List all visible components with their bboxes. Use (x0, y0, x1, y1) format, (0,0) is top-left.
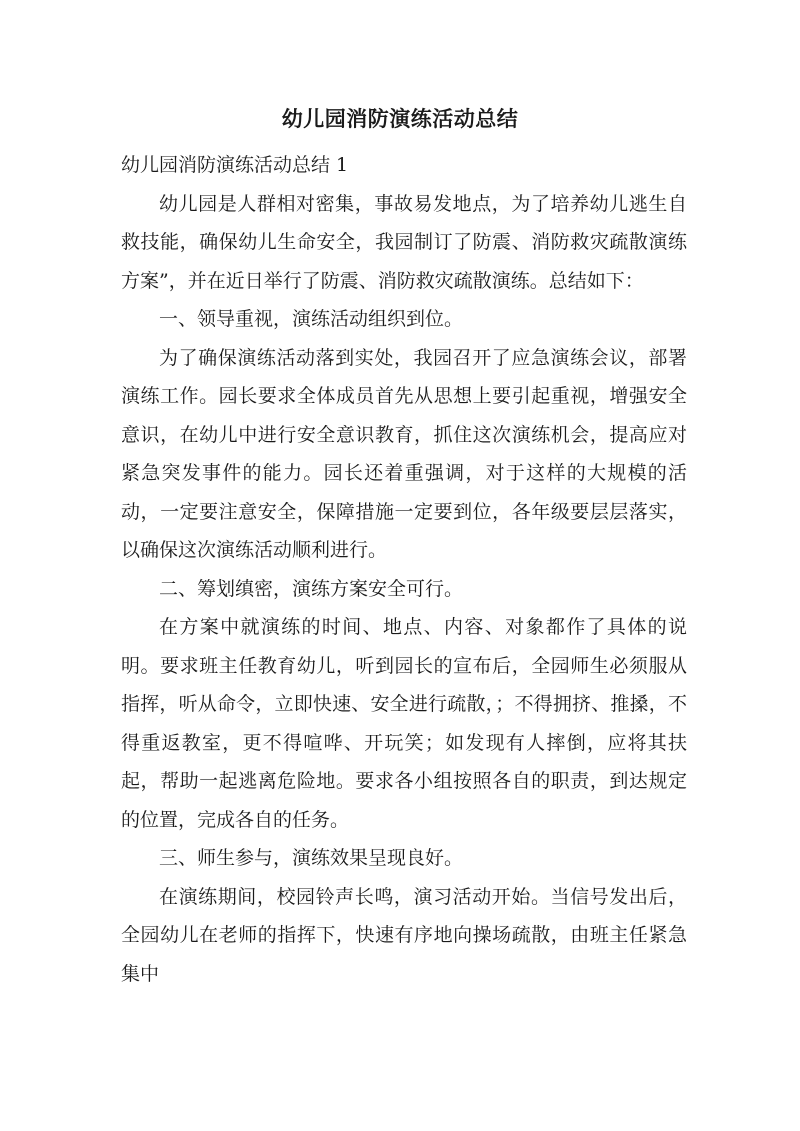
document-title: 幼儿园消防演练活动总结 (281, 106, 519, 131)
document-body (121, 146, 687, 993)
paragraph-participation: 在演练期间，校园铃声长鸣，演习活动开始。当信号发出后，全园幼儿在老师的指挥下，快速有序地向操场疏散，由班主任紧急集中 (121, 885, 687, 985)
paragraph-intro: 幼儿园是人群相对密集，事故易发地点，为了培养幼儿逃生自救技能，确保幼儿生命安全，我园制订了防震、消防救灾疏散演练方案”，并在近日举行了防震、消防救灾疏散演练。总结如下： (121, 192, 687, 292)
paragraph-planning: 在方案中就演练的时间、地点、内容、对象都作了具体的说明。要求班主任教育幼儿，听到园长的宣布后，全园师生必须服从指挥，听从命令，立即快速、安全进行疏散，；不得拥挤、推搡，不得重返教室，更不得喧哗、开玩笑；如发现有人摔倒，应将其扶起，帮助一起逃离危险地。要求各小组按照各自的职责，到达规定的位置，完成各自的任务。 (121, 616, 687, 831)
paragraph-heading-1: 一、领导重视，演练活动组织到位。 (159, 308, 464, 330)
section-heading: 幼儿园消防演练活动总结 1 (121, 154, 349, 176)
paragraph-heading-2: 二、筹划缜密，演练方案安全可行。 (159, 577, 464, 600)
paragraph-leadership: 为了确保演练活动落到实处，我园召开了应急演练会议，部署演练工作。园长要求全体成员首先从思想上要引起重视，增强安全意识，在幼儿中进行安全意识教育，抓住这次演练机会，提高应对紧急突发事件的能力。园长还着重强调，对于这样的大规模的活动，一定要注意安全，保障措施一定要到位，各年级要层层落实，以确保这次演练活动顺利进行。 (121, 346, 687, 561)
paragraph-heading-3: 三、师生参与，演练效果呈现良好。 (159, 847, 464, 869)
